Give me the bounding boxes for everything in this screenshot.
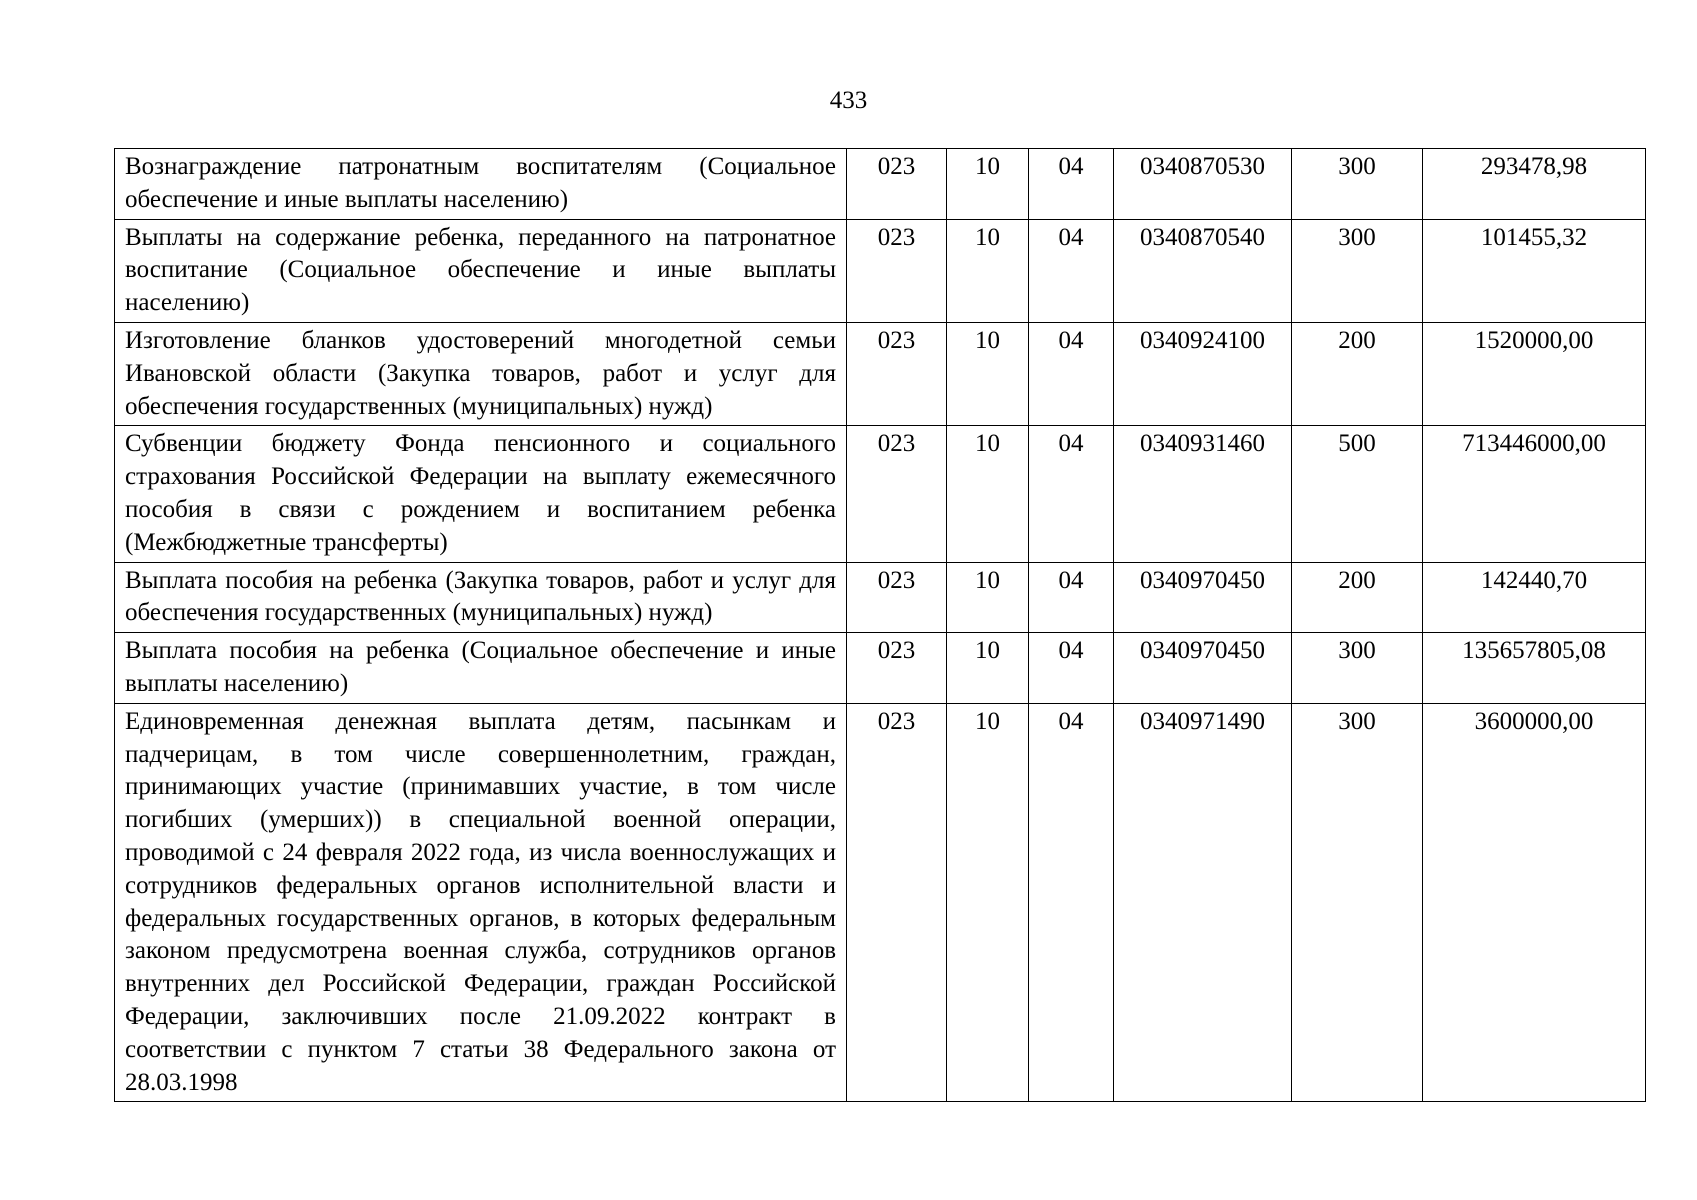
- row-section: 10: [947, 426, 1029, 562]
- row-target-item: 0340971490: [1114, 703, 1292, 1102]
- row-subsection: 04: [1029, 633, 1114, 704]
- row-description: Единовременная денежная выплата детям, пасынкам и падчерицам, в том числе совершеннолетним, граждан, принимающих участие (принимавших участие, в том числе погибших (умерших)) в специальной военной операции, проводимой с 24 февраля 2022 года, из числа военнослужащих и сотрудников федеральных органов исполнительной власти и федеральных государственных органов, в которых федеральным законом предусмотрена военная служба, сотрудников органов внутренних дел Российской Федерации, граждан Российской Федерации, заключивших после 21.09.2022 контракт в соответствии с пунктом 7 статьи 38 Федерального закона от 28.03.1998: [115, 703, 847, 1102]
- row-grbs: 023: [847, 426, 947, 562]
- row-subsection: 04: [1029, 562, 1114, 633]
- row-expense-type: 300: [1292, 633, 1423, 704]
- row-subsection: 04: [1029, 703, 1114, 1102]
- row-target-item: 0340870540: [1114, 219, 1292, 322]
- table-row: [115, 322, 1646, 425]
- row-grbs: 023: [847, 322, 947, 425]
- row-description: Выплата пособия на ребенка (Закупка товаров, работ и услуг для обеспечения государственных (муниципальных) нужд): [115, 562, 847, 633]
- row-grbs: 023: [847, 703, 947, 1102]
- table-row: [115, 633, 1646, 704]
- row-description: Изготовление бланков удостоверений многодетной семьи Ивановской области (Закупка товаров, работ и услуг для обеспечения государственных (муниципальных) нужд): [115, 322, 847, 425]
- row-grbs: 023: [847, 219, 947, 322]
- table-row: [115, 562, 1646, 633]
- row-subsection: 04: [1029, 322, 1114, 425]
- row-grbs: 023: [847, 633, 947, 704]
- row-target-item: 0340924100: [1114, 322, 1292, 425]
- row-expense-type: 500: [1292, 426, 1423, 562]
- row-subsection: 04: [1029, 426, 1114, 562]
- row-expense-type: 200: [1292, 562, 1423, 633]
- row-description: Выплата пособия на ребенка (Социальное обеспечение и иные выплаты населению): [115, 633, 847, 704]
- row-grbs: 023: [847, 562, 947, 633]
- row-section: 10: [947, 149, 1029, 220]
- row-description: Субвенции бюджету Фонда пенсионного и социального страхования Российской Федерации на выплату ежемесячного пособия в связи с рождением и воспитанием ребенка (Межбюджетные трансферты): [115, 426, 847, 562]
- row-section: 10: [947, 322, 1029, 425]
- row-amount: 293478,98: [1423, 149, 1646, 220]
- row-section: 10: [947, 219, 1029, 322]
- row-target-item: 0340931460: [1114, 426, 1292, 562]
- row-expense-type: 300: [1292, 703, 1423, 1102]
- row-description: Вознаграждение патронатным воспитателям (Социальное обеспечение и иные выплаты населению): [115, 149, 847, 220]
- row-target-item: 0340970450: [1114, 562, 1292, 633]
- row-expense-type: 300: [1292, 149, 1423, 220]
- row-section: 10: [947, 562, 1029, 633]
- budget-table: [114, 148, 1646, 1102]
- table-row: [115, 219, 1646, 322]
- row-amount: 142440,70: [1423, 562, 1646, 633]
- row-amount: 101455,32: [1423, 219, 1646, 322]
- row-amount: 135657805,08: [1423, 633, 1646, 704]
- row-target-item: 0340970450: [1114, 633, 1292, 704]
- row-subsection: 04: [1029, 149, 1114, 220]
- row-section: 10: [947, 633, 1029, 704]
- row-description: Выплаты на содержание ребенка, переданного на патронатное воспитание (Социальное обеспечение и иные выплаты населению): [115, 219, 847, 322]
- table-row: [115, 703, 1646, 1102]
- row-section: 10: [947, 703, 1029, 1102]
- row-grbs: 023: [847, 149, 947, 220]
- row-amount: 713446000,00: [1423, 426, 1646, 562]
- table-row: [115, 426, 1646, 562]
- row-amount: 3600000,00: [1423, 703, 1646, 1102]
- row-expense-type: 200: [1292, 322, 1423, 425]
- page-number: 433: [829, 87, 868, 114]
- table-row: [115, 149, 1646, 220]
- row-amount: 1520000,00: [1423, 322, 1646, 425]
- row-target-item: 0340870530: [1114, 149, 1292, 220]
- row-expense-type: 300: [1292, 219, 1423, 322]
- row-subsection: 04: [1029, 219, 1114, 322]
